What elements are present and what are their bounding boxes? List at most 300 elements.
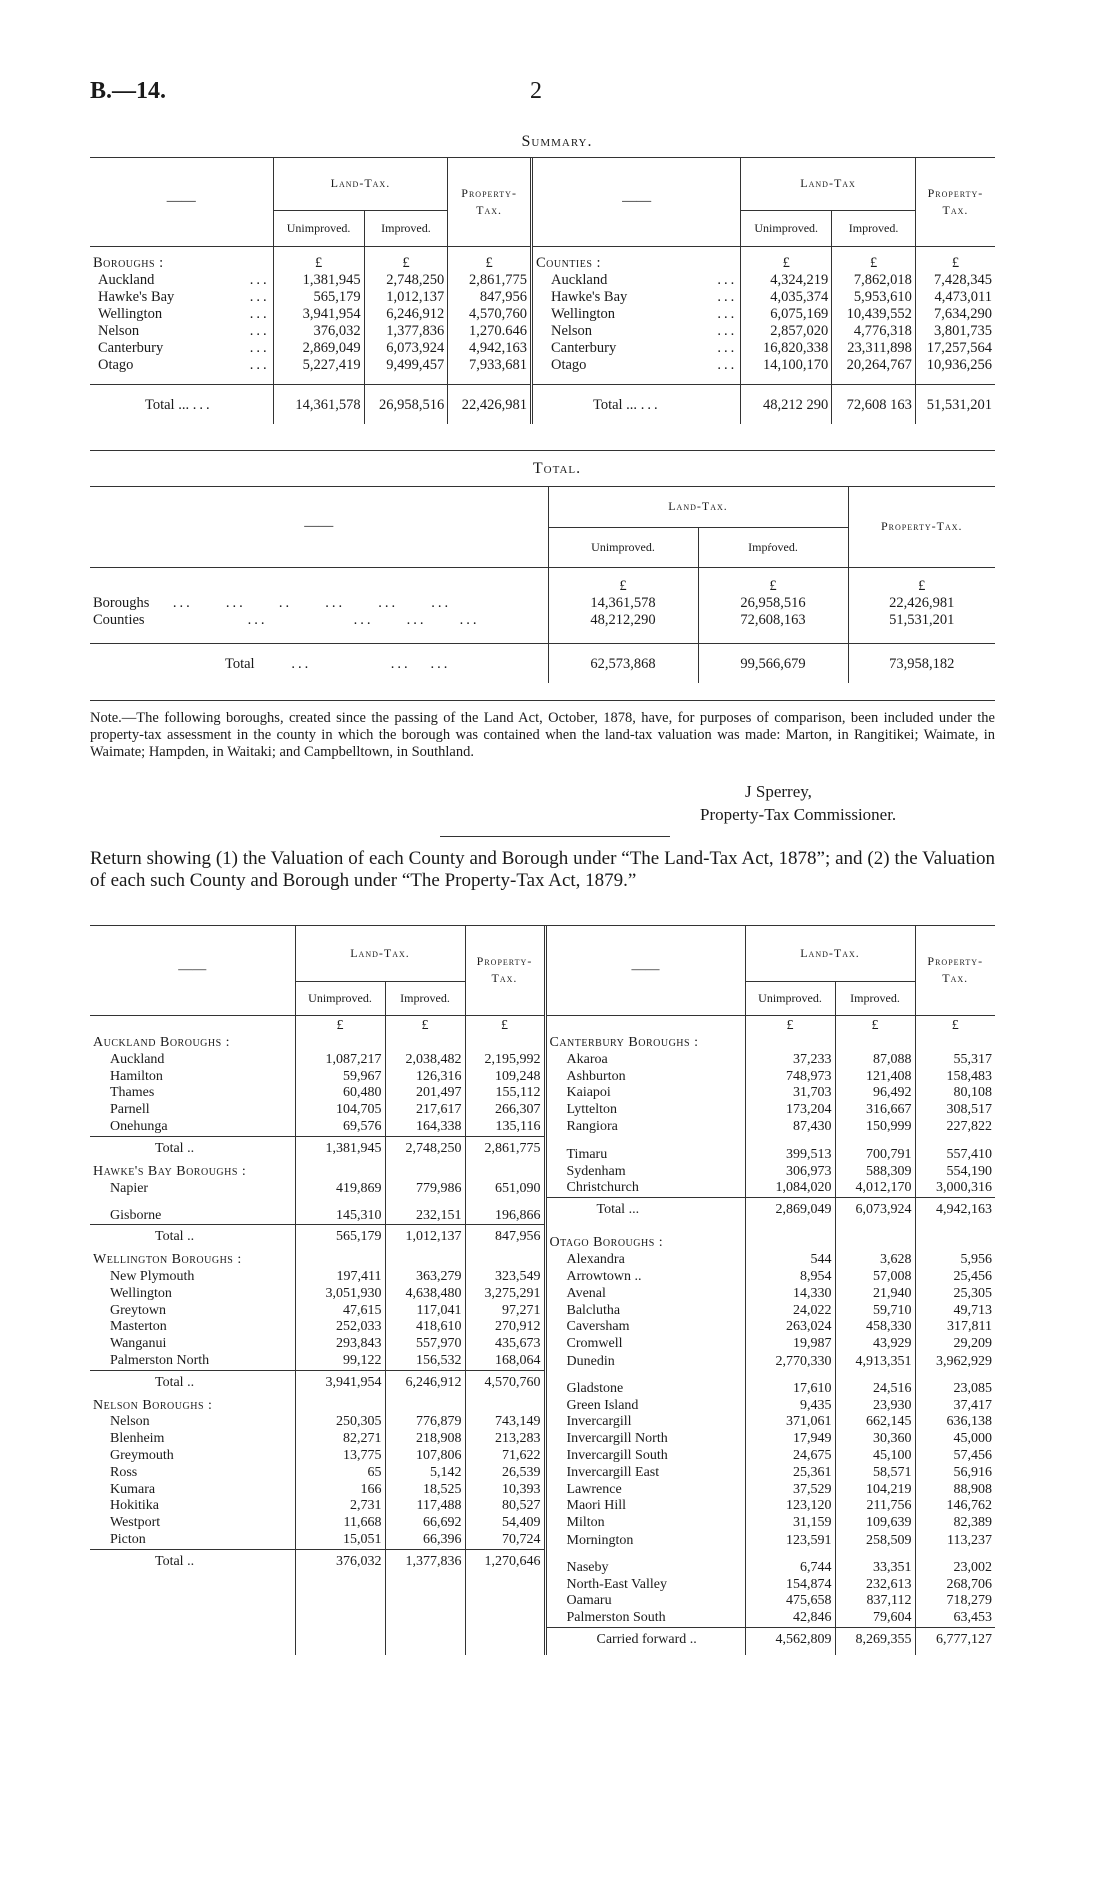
row-name: Greytown bbox=[110, 1302, 166, 1318]
return-row bbox=[90, 1035, 995, 1052]
return-row bbox=[90, 1052, 995, 1069]
return-cell: 13,775 bbox=[295, 1448, 385, 1465]
return-cell: 718,279 bbox=[915, 1593, 995, 1610]
summary-total-b-improved: 26,958,516 bbox=[364, 384, 448, 414]
row-name: Oamaru bbox=[545, 1593, 745, 1610]
return-cell: 15,051 bbox=[295, 1532, 385, 1549]
leader-dots: ... bbox=[249, 357, 270, 373]
return-cell: 308,517 bbox=[915, 1102, 995, 1119]
return-total-cell: 6,777,127 bbox=[915, 1628, 995, 1655]
row-name: Thames bbox=[110, 1085, 155, 1101]
return-table bbox=[90, 926, 995, 1655]
summary-left-total-label: Total ... ... bbox=[90, 384, 273, 414]
return-cell: 6,744 bbox=[745, 1549, 835, 1576]
return-cell: 11,668 bbox=[295, 1515, 385, 1532]
totals-boroughs-property: 22,426,981 bbox=[848, 595, 995, 612]
return-cell: 475,658 bbox=[745, 1593, 835, 1610]
totals-propertytax: Property-Tax. bbox=[848, 487, 995, 567]
return-left-improved: Improved. bbox=[385, 981, 465, 1015]
return-row bbox=[90, 1180, 995, 1197]
row-name bbox=[531, 357, 657, 374]
pound-sign: £ bbox=[273, 246, 364, 272]
borough-name: Wellington bbox=[98, 306, 163, 322]
return-cell: 80,108 bbox=[915, 1085, 995, 1102]
row-name: New Plymouth bbox=[110, 1269, 195, 1285]
return-cell: 57,008 bbox=[835, 1269, 915, 1286]
summary-cell: 20,264,767 bbox=[832, 357, 916, 374]
county-name: Otago bbox=[550, 357, 587, 373]
group-heading: Wellington Boroughs : bbox=[93, 1252, 242, 1268]
leader-dots: ... bbox=[249, 272, 270, 288]
return-cell: 66,692 bbox=[385, 1515, 465, 1532]
return-cell: 435,673 bbox=[465, 1336, 545, 1353]
return-cell: 150,999 bbox=[835, 1119, 915, 1136]
row-name: Onehunga bbox=[110, 1118, 168, 1134]
return-cell: 24,022 bbox=[745, 1303, 835, 1320]
row-name: Avenal bbox=[545, 1286, 745, 1303]
row-name: Akaroa bbox=[545, 1052, 745, 1069]
return-cell: 30,360 bbox=[835, 1431, 915, 1448]
leader-dots: ... bbox=[249, 306, 270, 322]
return-cell: 31,703 bbox=[745, 1085, 835, 1102]
row-name: Nelson bbox=[110, 1414, 150, 1430]
row-name: Ross bbox=[110, 1464, 138, 1480]
row-name: Blenheim bbox=[110, 1431, 165, 1447]
return-cell: 65 bbox=[295, 1465, 385, 1482]
return-row bbox=[90, 1164, 995, 1181]
return-cell: 123,591 bbox=[745, 1532, 835, 1549]
pound-sign: £ bbox=[548, 567, 698, 595]
total-label: Total .. bbox=[90, 1136, 295, 1163]
totals-total-row: Total ... ... ... bbox=[90, 643, 548, 673]
pound-sign: £ bbox=[745, 1015, 835, 1035]
leader-dots: ... bbox=[717, 272, 738, 288]
return-cell: 211,756 bbox=[835, 1498, 915, 1515]
return-cell: 218,908 bbox=[385, 1431, 465, 1448]
county-name: Wellington bbox=[550, 306, 616, 322]
row-name: Invercargill North bbox=[545, 1431, 745, 1448]
row-name: Palmerston South bbox=[545, 1610, 745, 1627]
return-cell: 23,085 bbox=[915, 1370, 995, 1397]
return-cell: 252,033 bbox=[295, 1319, 385, 1336]
return-cell: 196,866 bbox=[465, 1198, 545, 1225]
return-cell: 306,973 bbox=[745, 1164, 835, 1181]
summary-row bbox=[90, 306, 995, 323]
row-name: Kaiapoi bbox=[545, 1085, 745, 1102]
return-cell: 49,713 bbox=[915, 1303, 995, 1320]
row-name: Arrowtown .. bbox=[545, 1269, 745, 1286]
summary-bottom-rule bbox=[90, 450, 995, 451]
return-cell: 3,275,291 bbox=[465, 1286, 545, 1303]
leader-dots: ... bbox=[717, 340, 738, 356]
return-cell: 743,149 bbox=[465, 1414, 545, 1431]
totals-table bbox=[90, 487, 995, 683]
row-name: Lyttelton bbox=[545, 1102, 745, 1119]
return-cell: 29,209 bbox=[915, 1336, 995, 1353]
row-name bbox=[531, 272, 657, 289]
return-cell: 69,576 bbox=[295, 1119, 385, 1136]
return-total-cell: 6,073,924 bbox=[835, 1198, 915, 1225]
return-cell: 2,770,330 bbox=[745, 1353, 835, 1370]
total-label: Total .. bbox=[90, 1549, 295, 1576]
return-cell: 4,913,351 bbox=[835, 1353, 915, 1370]
summary-row bbox=[90, 272, 995, 289]
summary-cell: 10,936,256 bbox=[915, 357, 995, 374]
return-row bbox=[90, 1482, 995, 1499]
row-name: Rangiora bbox=[545, 1119, 745, 1136]
return-cell: 748,973 bbox=[745, 1069, 835, 1086]
row-name: Ashburton bbox=[545, 1069, 745, 1086]
row-name: Greymouth bbox=[110, 1448, 174, 1464]
signature-title: Property-Tax Commissioner. bbox=[700, 805, 897, 824]
summary-cell: 2,861,775 bbox=[448, 272, 532, 289]
return-row bbox=[90, 1198, 995, 1225]
return-total-cell: 1,381,945 bbox=[295, 1136, 385, 1163]
return-row bbox=[90, 1498, 995, 1515]
summary-cell: 2,748,250 bbox=[364, 272, 448, 289]
return-cell: 8,954 bbox=[745, 1269, 835, 1286]
row-name: Invercargill bbox=[545, 1414, 745, 1431]
return-cell: 24,516 bbox=[835, 1370, 915, 1397]
return-cell: 173,204 bbox=[745, 1102, 835, 1119]
return-cell: 316,667 bbox=[835, 1102, 915, 1119]
return-cell: 371,061 bbox=[745, 1414, 835, 1431]
return-total-cell: 3,941,954 bbox=[295, 1370, 385, 1397]
return-cell: 117,041 bbox=[385, 1303, 465, 1320]
summary-cell: 4,324,219 bbox=[741, 272, 832, 289]
totals-title: Total. bbox=[532, 460, 582, 477]
return-row bbox=[90, 1549, 995, 1576]
summary-cell: 7,428,345 bbox=[915, 272, 995, 289]
return-cell: 45,100 bbox=[835, 1448, 915, 1465]
return-cell: 2,038,482 bbox=[385, 1052, 465, 1069]
summary-cell: 4,942,163 bbox=[448, 340, 532, 357]
return-cell: 135,116 bbox=[465, 1119, 545, 1136]
return-cell: 47,615 bbox=[295, 1303, 385, 1320]
return-row bbox=[90, 1336, 995, 1353]
return-cell: 2,731 bbox=[295, 1498, 385, 1515]
leader-dots: ... bbox=[717, 289, 738, 305]
total-label: Total ... bbox=[592, 397, 638, 413]
summary-cell: 2,869,049 bbox=[273, 340, 364, 357]
row-name: Parnell bbox=[110, 1102, 150, 1118]
return-cell: 82,389 bbox=[915, 1515, 995, 1532]
return-row bbox=[90, 1370, 995, 1397]
return-cell: 418,610 bbox=[385, 1319, 465, 1336]
return-cell: 201,497 bbox=[385, 1085, 465, 1102]
return-total-cell: 2,861,775 bbox=[465, 1136, 545, 1163]
return-cell: 651,090 bbox=[465, 1180, 545, 1197]
return-cell: 10,393 bbox=[465, 1482, 545, 1499]
return-cell: 43,929 bbox=[835, 1336, 915, 1353]
return-cell: 123,120 bbox=[745, 1498, 835, 1515]
signature-name: J Sperrey, bbox=[745, 782, 812, 801]
return-cell: 107,806 bbox=[385, 1448, 465, 1465]
summary-cell: 847,956 bbox=[448, 289, 532, 306]
return-cell: 3,051,930 bbox=[295, 1286, 385, 1303]
totals-counties-property: 51,531,201 bbox=[848, 612, 995, 629]
return-cell: 363,279 bbox=[385, 1269, 465, 1286]
total-label: Total .. bbox=[90, 1370, 295, 1397]
row-name: Hokitika bbox=[110, 1498, 159, 1514]
return-right-propertytax: Property-Tax. bbox=[915, 926, 995, 1015]
return-cell: 168,064 bbox=[465, 1353, 545, 1370]
return-row bbox=[90, 1577, 995, 1594]
return-cell: 250,305 bbox=[295, 1414, 385, 1431]
totals-unimproved: Unimproved. bbox=[548, 527, 698, 567]
group-heading: Auckland Boroughs : bbox=[93, 1035, 231, 1050]
pound-sign: £ bbox=[915, 1015, 995, 1035]
row-name: Mornington bbox=[545, 1532, 745, 1549]
totals-total-property: 73,958,182 bbox=[848, 643, 995, 673]
return-cell: 323,549 bbox=[465, 1269, 545, 1286]
row-name: Boroughs bbox=[93, 595, 150, 611]
return-cell: 588,309 bbox=[835, 1164, 915, 1181]
leader-dots: ... bbox=[249, 323, 270, 339]
return-row bbox=[90, 1136, 995, 1163]
row-name bbox=[90, 323, 200, 340]
return-cell: 80,527 bbox=[465, 1498, 545, 1515]
summary-cell: 4,776,318 bbox=[832, 323, 916, 340]
totals-bottom-rule bbox=[90, 700, 995, 701]
row-name: Lawrence bbox=[545, 1482, 745, 1499]
return-cell: 166 bbox=[295, 1482, 385, 1499]
summary-row bbox=[90, 340, 995, 357]
return-cell: 779,986 bbox=[385, 1180, 465, 1197]
return-row bbox=[90, 1628, 995, 1655]
summary-row bbox=[90, 289, 995, 306]
return-cell: 399,513 bbox=[745, 1136, 835, 1163]
return-cell: 109,248 bbox=[465, 1069, 545, 1086]
return-cell: 88,908 bbox=[915, 1482, 995, 1499]
row-name: Counties bbox=[93, 612, 145, 628]
return-row bbox=[90, 1085, 995, 1102]
return-cell: 776,879 bbox=[385, 1414, 465, 1431]
return-cell: 636,138 bbox=[915, 1414, 995, 1431]
return-cell: 96,492 bbox=[835, 1085, 915, 1102]
return-row bbox=[90, 1119, 995, 1136]
summary-cell: 5,953,610 bbox=[832, 289, 916, 306]
return-cell: 87,088 bbox=[835, 1052, 915, 1069]
return-left-dash: —— bbox=[178, 961, 207, 977]
row-name bbox=[531, 306, 657, 323]
return-total-cell: 1,270,646 bbox=[465, 1549, 545, 1576]
return-row bbox=[90, 1610, 995, 1627]
return-total-cell: 565,179 bbox=[295, 1225, 385, 1252]
county-name: Auckland bbox=[550, 272, 608, 288]
return-cell: 2,195,992 bbox=[465, 1052, 545, 1069]
group-heading: Otago Boroughs : bbox=[545, 1225, 745, 1252]
return-cell: 145,310 bbox=[295, 1198, 385, 1225]
return-cell: 217,617 bbox=[385, 1102, 465, 1119]
group-heading: Nelson Boroughs : bbox=[93, 1397, 213, 1413]
return-row bbox=[90, 1303, 995, 1320]
summary-cell: 17,257,564 bbox=[915, 340, 995, 357]
return-cell: 99,122 bbox=[295, 1353, 385, 1370]
summary-left-landtax: Land-Tax. bbox=[273, 158, 448, 210]
return-cell: 1,084,020 bbox=[745, 1180, 835, 1197]
borough-name: Canterbury bbox=[98, 340, 164, 356]
return-cell: 3,628 bbox=[835, 1252, 915, 1269]
return-cell: 66,396 bbox=[385, 1532, 465, 1549]
return-cell: 232,613 bbox=[835, 1577, 915, 1594]
row-name: Napier bbox=[110, 1180, 149, 1196]
return-cell: 154,874 bbox=[745, 1577, 835, 1594]
return-cell: 59,967 bbox=[295, 1069, 385, 1086]
pound-sign: £ bbox=[832, 246, 916, 272]
return-cell: 293,843 bbox=[295, 1336, 385, 1353]
row-name: Invercargill South bbox=[545, 1448, 745, 1465]
return-cell: 97,271 bbox=[465, 1303, 545, 1320]
return-row bbox=[90, 1353, 995, 1370]
return-left-propertytax: Property-Tax. bbox=[465, 926, 545, 1015]
return-total-cell: 2,869,049 bbox=[745, 1198, 835, 1225]
return-right-landtax: Land-Tax. bbox=[745, 926, 915, 981]
row-name bbox=[90, 357, 200, 374]
summary-cell: 2,857,020 bbox=[741, 323, 832, 340]
row-name: Palmerston North bbox=[110, 1353, 210, 1369]
summary-total-c-property: 51,531,201 bbox=[915, 384, 995, 414]
return-cell: 23,002 bbox=[915, 1549, 995, 1576]
return-cell: 45,000 bbox=[915, 1431, 995, 1448]
row-name bbox=[90, 272, 200, 289]
return-row bbox=[90, 1532, 995, 1549]
summary-table-wrap bbox=[90, 158, 995, 424]
summary-cell: 6,246,912 bbox=[364, 306, 448, 323]
summary-total-b-unimproved: 14,361,578 bbox=[273, 384, 364, 414]
return-cell: 87,430 bbox=[745, 1119, 835, 1136]
total-label: Total bbox=[225, 656, 255, 672]
row-name: Timaru bbox=[545, 1136, 745, 1163]
return-cell: 554,190 bbox=[915, 1164, 995, 1181]
return-cell: 419,869 bbox=[295, 1180, 385, 1197]
return-cell: 232,151 bbox=[385, 1198, 465, 1225]
summary-cell: 1,012,137 bbox=[364, 289, 448, 306]
row-name: Gisborne bbox=[110, 1207, 162, 1223]
borough-name: Auckland bbox=[98, 272, 155, 288]
totals-boroughs-unimproved: 14,361,578 bbox=[548, 595, 698, 612]
return-cell: 458,330 bbox=[835, 1319, 915, 1336]
return-row bbox=[90, 1319, 995, 1336]
total-label: Carried forward .. bbox=[545, 1628, 745, 1655]
county-name: Nelson bbox=[550, 323, 593, 339]
summary-right-dash: —— bbox=[531, 158, 740, 246]
group-heading: Canterbury Boroughs : bbox=[545, 1035, 745, 1052]
row-name: Picton bbox=[110, 1532, 146, 1548]
return-cell: 21,940 bbox=[835, 1286, 915, 1303]
borough-name: Hawke's Bay bbox=[98, 289, 175, 305]
totals-boroughs-improved: 26,958,516 bbox=[698, 595, 848, 612]
summary-cell: 4,570,760 bbox=[448, 306, 532, 323]
borough-name: Otago bbox=[98, 357, 134, 373]
row-name bbox=[90, 306, 200, 323]
row-name: Dunedin bbox=[545, 1353, 745, 1370]
county-name: Canterbury bbox=[550, 340, 617, 356]
return-cell: 104,219 bbox=[835, 1482, 915, 1499]
return-row bbox=[90, 1102, 995, 1119]
return-cell: 57,456 bbox=[915, 1448, 995, 1465]
return-heading: Return showing (1) the Valuation of each County and Borough under “The Land-Tax Act, 1878”; and (2) the Valuation of each such County and Borough under “The Property-Tax Act, 1879.” bbox=[90, 848, 995, 891]
summary-left-improved: Improved. bbox=[364, 210, 448, 246]
summary-total-c-unimproved: 48,212 290 bbox=[741, 384, 832, 414]
return-cell: 82,271 bbox=[295, 1431, 385, 1448]
row-name: Hamilton bbox=[110, 1068, 163, 1084]
return-cell: 113,237 bbox=[915, 1532, 995, 1549]
row-name: Auckland bbox=[110, 1051, 165, 1067]
total-label: Total ... bbox=[145, 397, 190, 413]
return-cell: 164,338 bbox=[385, 1119, 465, 1136]
return-row bbox=[90, 1069, 995, 1086]
summary-cell: 16,820,338 bbox=[741, 340, 832, 357]
summary-body bbox=[90, 272, 995, 384]
row-name: Green Island bbox=[545, 1398, 745, 1415]
row-name: Wanganui bbox=[110, 1336, 167, 1352]
summary-row bbox=[90, 357, 995, 374]
totals-total-improved: 99,566,679 bbox=[698, 643, 848, 673]
spacer-row bbox=[90, 374, 995, 384]
summary-right-propertytax: Property-Tax. bbox=[915, 158, 995, 246]
return-row bbox=[90, 1414, 995, 1431]
summary-cell: 7,634,290 bbox=[915, 306, 995, 323]
row-name: North-East Valley bbox=[545, 1577, 745, 1594]
summary-boroughs-group: Boroughs : bbox=[93, 255, 164, 271]
summary-cell: 3,801,735 bbox=[915, 323, 995, 340]
pound-sign: £ bbox=[848, 567, 995, 595]
return-cell: 4,638,480 bbox=[385, 1286, 465, 1303]
return-cell: 3,962,929 bbox=[915, 1353, 995, 1370]
return-cell: 25,456 bbox=[915, 1269, 995, 1286]
return-row bbox=[90, 1448, 995, 1465]
row-name: Naseby bbox=[545, 1549, 745, 1576]
summary-cell: 10,439,552 bbox=[832, 306, 916, 323]
return-cell: 19,987 bbox=[745, 1336, 835, 1353]
row-name bbox=[90, 340, 200, 357]
return-cell: 146,762 bbox=[915, 1498, 995, 1515]
row-name: Christchurch bbox=[545, 1180, 745, 1197]
pound-sign: £ bbox=[741, 246, 832, 272]
row-name: Masterton bbox=[110, 1319, 167, 1335]
return-cell: 263,024 bbox=[745, 1319, 835, 1336]
return-row bbox=[90, 1593, 995, 1610]
return-cell: 70,724 bbox=[465, 1532, 545, 1549]
summary-right-total-label: Total ... ... bbox=[531, 384, 740, 414]
return-cell: 56,916 bbox=[915, 1465, 995, 1482]
return-cell: 60,480 bbox=[295, 1085, 385, 1102]
return-total-cell: 4,942,163 bbox=[915, 1198, 995, 1225]
pound-sign: £ bbox=[385, 1015, 465, 1035]
return-cell: 63,453 bbox=[915, 1610, 995, 1627]
return-cell: 258,509 bbox=[835, 1532, 915, 1549]
row-name bbox=[90, 289, 200, 306]
return-cell: 268,706 bbox=[915, 1577, 995, 1594]
return-left-landtax: Land-Tax. bbox=[295, 926, 465, 981]
return-cell: 17,949 bbox=[745, 1431, 835, 1448]
return-cell: 662,145 bbox=[835, 1414, 915, 1431]
document-code: B.—14. bbox=[90, 78, 167, 104]
return-cell: 104,705 bbox=[295, 1102, 385, 1119]
return-total-cell: 2,748,250 bbox=[385, 1136, 465, 1163]
return-total-cell: 6,246,912 bbox=[385, 1370, 465, 1397]
totals-total-unimproved: 62,573,868 bbox=[548, 643, 698, 673]
summary-cell: 9,499,457 bbox=[364, 357, 448, 374]
total-label: Total .. bbox=[90, 1225, 295, 1252]
county-name: Hawke's Bay bbox=[550, 289, 628, 305]
summary-cell: 14,100,170 bbox=[741, 357, 832, 374]
row-name: Westport bbox=[110, 1515, 161, 1531]
summary-cell: 565,179 bbox=[273, 289, 364, 306]
return-cell: 117,488 bbox=[385, 1498, 465, 1515]
return-cell: 25,361 bbox=[745, 1465, 835, 1482]
